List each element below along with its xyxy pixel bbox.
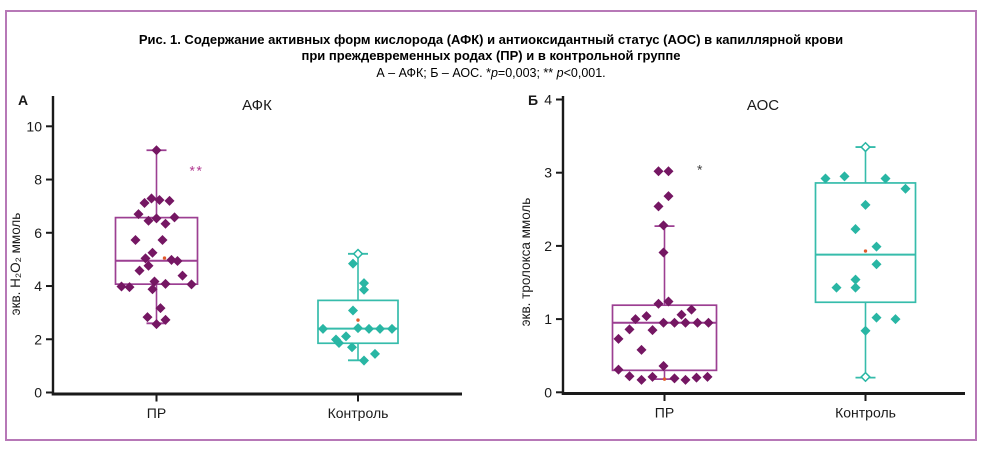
panel-letter: Б — [528, 92, 539, 108]
data-point — [158, 236, 167, 245]
data-point — [659, 221, 668, 230]
data-point — [342, 332, 351, 341]
series-Контроль — [816, 143, 916, 381]
data-point — [861, 327, 870, 336]
data-point — [147, 194, 156, 203]
mean-marker — [356, 318, 359, 321]
significance-marker: ** — [189, 162, 204, 179]
data-point — [821, 174, 830, 183]
data-point — [161, 219, 170, 228]
caption-note-text: <0,001. — [563, 66, 606, 80]
data-point — [625, 372, 634, 381]
data-point — [152, 214, 161, 223]
data-point — [654, 167, 663, 176]
data-point — [348, 343, 357, 352]
data-point — [140, 199, 149, 208]
data-point — [840, 172, 849, 181]
y-tick-label: 10 — [26, 118, 42, 135]
data-point — [664, 192, 673, 201]
data-point — [693, 318, 702, 327]
data-point — [670, 374, 679, 383]
data-point — [161, 280, 170, 289]
series-ПР — [116, 146, 198, 328]
caption-line-1: Рис. 1. Содержание активных форм кислорода (АФК) и антиоксидантный статус (АОС) в капиллярной крови — [138, 32, 844, 47]
data-point — [376, 325, 385, 334]
data-point — [156, 304, 165, 313]
significance-marker: * — [697, 161, 704, 178]
data-point — [891, 315, 900, 324]
iqr-box — [318, 300, 398, 343]
x-category-label: ПР — [146, 405, 167, 421]
data-point — [354, 324, 363, 333]
data-point — [637, 376, 646, 385]
data-point — [681, 318, 690, 327]
panel-А — [8, 92, 462, 421]
panel-letter: А — [18, 92, 29, 108]
data-point — [354, 250, 363, 259]
data-point — [360, 356, 369, 365]
caption-line-2: при преждевременных родах (ПР) и в контрольной группе — [301, 48, 681, 63]
data-point — [648, 326, 657, 335]
data-point — [349, 259, 358, 268]
y-tick-label: 6 — [34, 224, 42, 241]
data-point — [654, 202, 663, 211]
data-point — [861, 373, 870, 382]
data-point — [152, 320, 161, 329]
mean-marker — [864, 249, 867, 252]
data-point — [148, 248, 157, 257]
data-point — [637, 346, 646, 355]
data-point — [614, 365, 623, 374]
y-tick-label: 4 — [34, 278, 42, 295]
data-point — [365, 325, 374, 334]
data-point — [692, 373, 701, 382]
data-point — [832, 283, 841, 292]
caption-note-text: А – АФК; Б – АОС. * — [376, 66, 491, 80]
data-point — [388, 325, 397, 334]
y-axis-label: экв. H₂O₂ ммоль — [8, 212, 23, 316]
data-point — [659, 248, 668, 257]
y-axis-label: экв. тролокса ммоль — [518, 197, 533, 327]
data-point — [687, 305, 696, 314]
y-tick-label: 1 — [544, 311, 552, 328]
panel-title: АОС — [746, 97, 780, 114]
data-point — [881, 174, 890, 183]
data-point — [165, 197, 174, 206]
y-tick-label: 3 — [544, 164, 552, 181]
data-point — [872, 242, 881, 251]
data-point — [170, 213, 179, 222]
data-point — [704, 318, 713, 327]
data-point — [148, 285, 157, 294]
data-point — [681, 376, 690, 385]
mean-marker — [163, 256, 166, 259]
data-point — [371, 350, 380, 359]
caption-p-italic: p — [490, 66, 498, 80]
y-tick-label: 0 — [34, 384, 42, 401]
mean-marker — [663, 377, 666, 380]
panel-Б — [518, 92, 965, 421]
data-point — [851, 275, 860, 284]
data-point — [861, 143, 870, 152]
data-point — [642, 312, 651, 321]
data-point — [178, 271, 187, 280]
series-ПР — [613, 167, 717, 384]
y-tick-label: 2 — [544, 237, 552, 254]
data-point — [659, 362, 668, 371]
data-point — [677, 310, 686, 319]
data-point — [131, 236, 140, 245]
data-point — [851, 225, 860, 234]
data-point — [349, 306, 358, 315]
data-point — [703, 373, 712, 382]
data-point — [360, 285, 369, 294]
data-point — [861, 201, 870, 210]
x-category-label: Контроль — [835, 404, 896, 421]
data-point — [143, 313, 152, 322]
data-point — [659, 318, 668, 327]
data-point — [187, 280, 196, 289]
x-category-label: Контроль — [327, 405, 389, 421]
y-tick-label: 8 — [34, 171, 42, 188]
data-point — [135, 266, 144, 275]
x-category-label: ПР — [654, 404, 675, 421]
y-tick-label: 2 — [34, 331, 42, 348]
data-point — [872, 260, 881, 269]
data-point — [664, 167, 673, 176]
panel-title: АФК — [242, 97, 272, 114]
caption-note-text: =0,003; ** — [497, 66, 557, 80]
data-point — [152, 146, 161, 155]
data-point — [625, 325, 634, 334]
y-tick-label: 0 — [544, 384, 552, 401]
data-point — [614, 335, 623, 344]
data-point — [319, 325, 328, 334]
caption-p-italic: p — [556, 66, 564, 80]
data-point — [872, 313, 881, 322]
series-Контроль — [318, 250, 398, 365]
data-point — [654, 299, 663, 308]
iqr-box — [613, 305, 717, 370]
y-tick-label: 4 — [544, 91, 552, 108]
data-point — [670, 318, 679, 327]
data-point — [901, 185, 910, 194]
data-point — [851, 283, 860, 292]
